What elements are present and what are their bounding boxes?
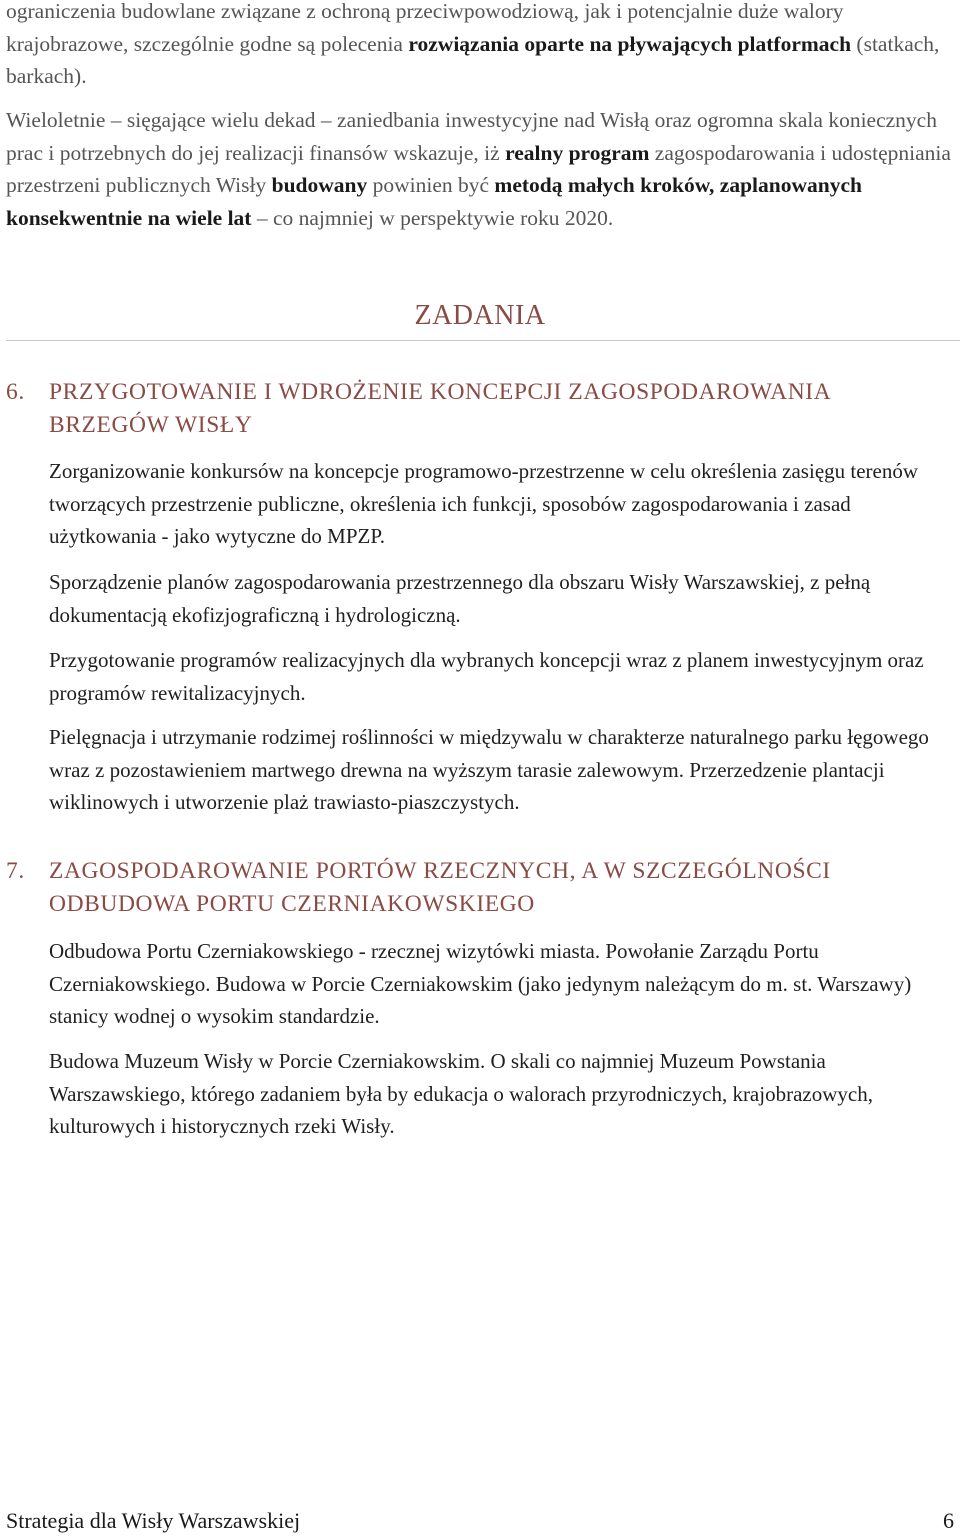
section-number: 7. (6, 858, 25, 884)
intro-p2-run: – co najmniej w perspektywie roku 2020. (251, 205, 614, 230)
intro-p2-bold-run: metodą małych kroków, zaplanowanych konsekwentnie na wiele lat (6, 173, 862, 230)
footer-page-number: 6 (943, 1508, 954, 1533)
intro-paragraph-2 (6, 104, 956, 234)
intro-p2-run: powinien być (367, 173, 495, 197)
intro-p1-run: (statkach, barkach). (6, 31, 940, 88)
tasks-heading-block (0, 296, 960, 342)
section-number: 6. (6, 379, 25, 405)
intro-p2-bold-run: realny program (505, 140, 650, 165)
section-heading-7 (6, 855, 956, 921)
section-6-paragraph: Zorganizowanie konkursów na koncepcje programowo-przestrzenne w celu określenia zasięgu terenów tworzących przestrzenie publiczne, określenia ich funkcji, sposobów zagospodarowania i zasad użytkowania - jako wytyczne do MPZP. (49, 459, 919, 548)
section-heading-6 (6, 376, 956, 442)
footer-document-title: Strategia dla Wisły Warszawskiej (6, 1508, 301, 1533)
section-7-paragraph: Budowa Muzeum Wisły w Porcie Czerniakowskim. O skali co najmniej Muzeum Powstania Warszawskiego, którego zadaniem była by edukacja o walorach przyrodniczych, krajobrazowych, kulturowych i historycznych rzeki Wisły. (49, 1049, 873, 1138)
heading-divider (6, 340, 960, 341)
section-7-paragraph: Odbudowa Portu Czerniakowskiego - rzecznej wizytówki miasta. Powołanie Zarządu Portu Czerniakowskiego. Budowa w Porcie Czerniakowskim (jako jedynym należącym do m. st. Warszawy) stanicy wodnej o wysokim standardzie. (49, 939, 912, 1028)
section-6-paragraph: Sporządzenie planów zagospodarowania przestrzennego dla obszaru Wisły Warszawskiej, z pełną dokumentacją ekofizjograficzną i hydrologiczną. (49, 570, 871, 627)
intro-paragraph-1 (6, 0, 956, 93)
intro-p2-run: zagospodarowania i udostępniania przestrzeni publicznych Wisły (6, 140, 951, 197)
intro-p2-bold-run: budowany (271, 173, 368, 197)
section-6-paragraph: Przygotowanie programów realizacyjnych dla wybranych koncepcji wraz z planem inwestycyjnym oraz programów rewitalizacyjnych. (49, 648, 924, 705)
section-6-paragraph: Pielęgnacja i utrzymanie rodzimej roślinności w międzywalu w charakterze naturalnego parku łęgowego wraz z pozostawieniem martwego drewna na wyższym tarasie zalewowym. Przerzedzenie plantacji wiklinowych i utworzenie plaż trawiasto-piaszczystych. (49, 725, 929, 814)
intro-p1-run: ograniczenia budowlane związane z ochroną przeciwpowodziową, jak i potencjalnie duże walory krajobrazowe, szczególnie godne są polecenia (6, 0, 844, 56)
intro-p1-bold-run: rozwiązania oparte na pływających platformach (408, 31, 852, 56)
section-title: ZAGOSPODAROWANIE PORTÓW RZECZNYCH, A W SZCZEGÓLNOŚCI ODBUDOWA PORTU CZERNIAKOWSKIEGO (49, 858, 831, 917)
tasks-heading: ZADANIA (414, 300, 546, 331)
intro-p2-run: Wieloletnie – sięgające wielu dekad – zaniedbania inwestycyjne nad Wisłą oraz ogromna skala koniecznych prac i potrzebnych do jej realizacji finansów wskazuje, iż (6, 108, 937, 165)
section-title: PRZYGOTOWANIE I WDROŻENIE KONCEPCJI ZAGOSPODAROWANIA BRZEGÓW WISŁY (49, 379, 831, 438)
